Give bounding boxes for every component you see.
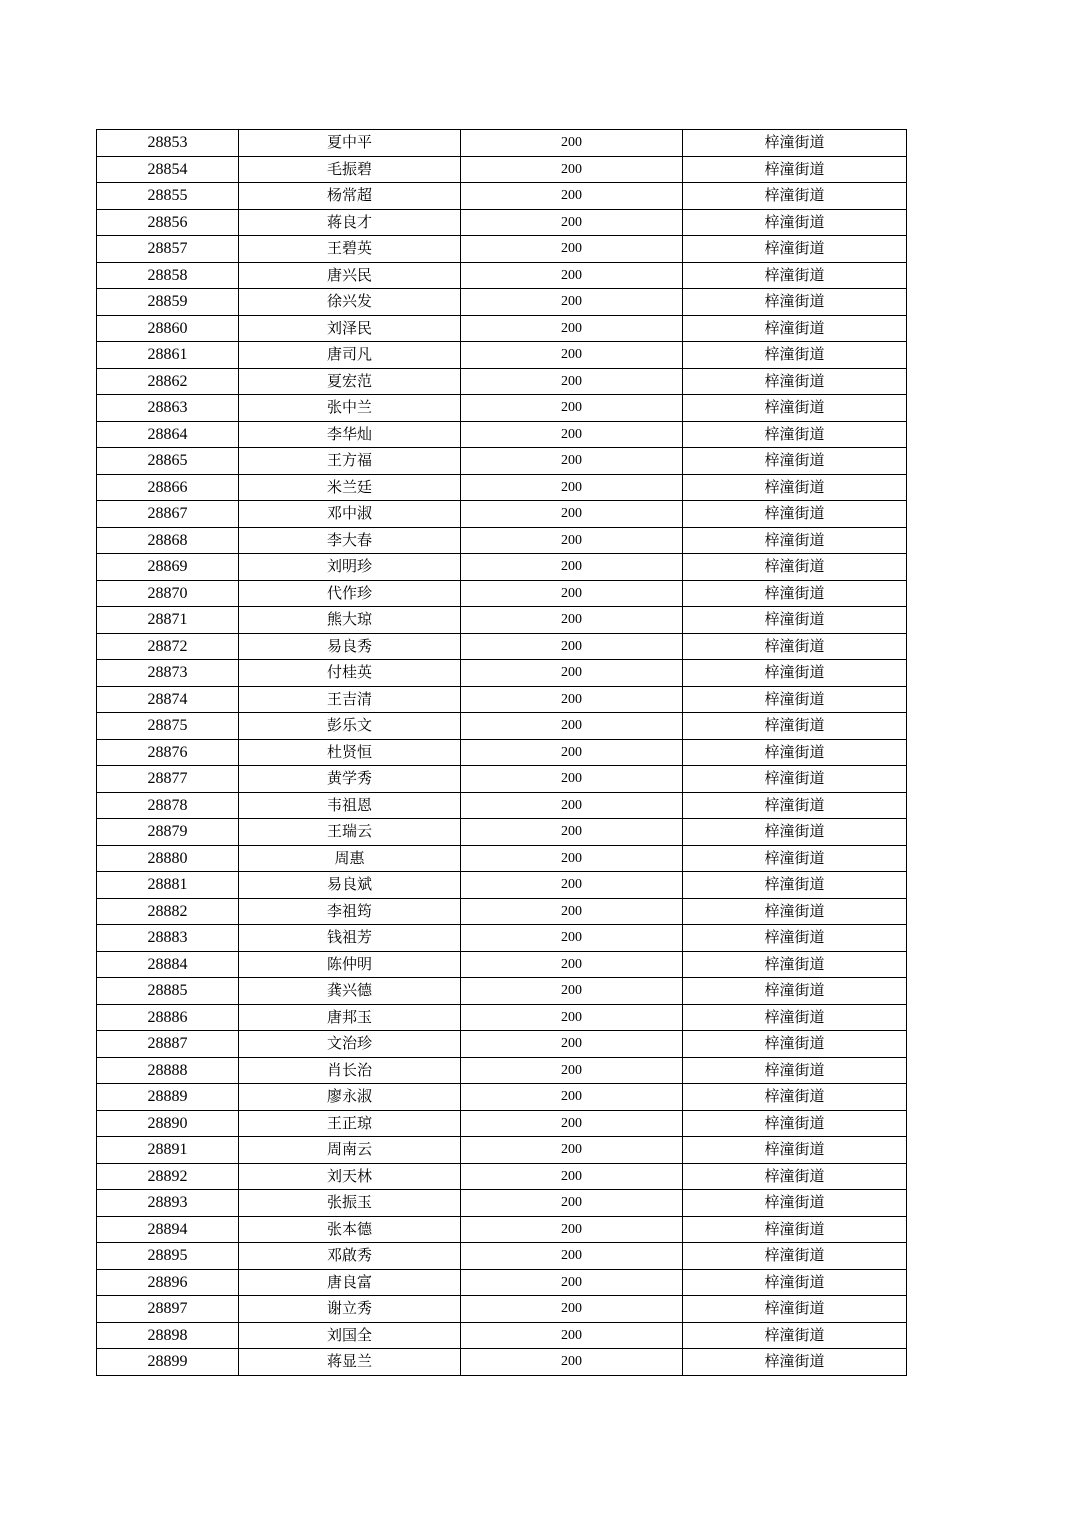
amount-cell: 200 — [461, 1216, 683, 1243]
street-cell: 梓潼街道 — [683, 660, 907, 687]
street-cell: 梓潼街道 — [683, 978, 907, 1005]
street-cell: 梓潼街道 — [683, 1163, 907, 1190]
street-cell: 梓潼街道 — [683, 156, 907, 183]
table-row — [97, 607, 907, 634]
name-cell: 唐邦玉 — [239, 1004, 461, 1031]
street-cell: 梓潼街道 — [683, 236, 907, 263]
serial-number-cell: 28888 — [97, 1057, 239, 1084]
amount-cell: 200 — [461, 289, 683, 316]
table-row — [97, 368, 907, 395]
amount-cell: 200 — [461, 474, 683, 501]
serial-number-cell: 28880 — [97, 845, 239, 872]
amount-cell: 200 — [461, 130, 683, 157]
name-cell: 夏中平 — [239, 130, 461, 157]
table-row — [97, 739, 907, 766]
table-row — [97, 633, 907, 660]
street-cell: 梓潼街道 — [683, 1243, 907, 1270]
amount-cell: 200 — [461, 898, 683, 925]
table-row — [97, 580, 907, 607]
table-row — [97, 501, 907, 528]
street-cell: 梓潼街道 — [683, 607, 907, 634]
table-row — [97, 1031, 907, 1058]
street-cell: 梓潼街道 — [683, 342, 907, 369]
name-cell: 唐司凡 — [239, 342, 461, 369]
name-cell: 邓中淑 — [239, 501, 461, 528]
amount-cell: 200 — [461, 607, 683, 634]
table-row — [97, 474, 907, 501]
amount-cell: 200 — [461, 739, 683, 766]
table-row — [97, 792, 907, 819]
name-cell: 王碧英 — [239, 236, 461, 263]
name-cell: 杨常超 — [239, 183, 461, 210]
table-row — [97, 554, 907, 581]
amount-cell: 200 — [461, 448, 683, 475]
amount-cell: 200 — [461, 1004, 683, 1031]
amount-cell: 200 — [461, 554, 683, 581]
amount-cell: 200 — [461, 421, 683, 448]
street-cell: 梓潼街道 — [683, 474, 907, 501]
serial-number-cell: 28889 — [97, 1084, 239, 1111]
amount-cell: 200 — [461, 236, 683, 263]
name-cell: 易良秀 — [239, 633, 461, 660]
amount-cell: 200 — [461, 1296, 683, 1323]
street-cell: 梓潼街道 — [683, 448, 907, 475]
amount-cell: 200 — [461, 978, 683, 1005]
serial-number-cell: 28892 — [97, 1163, 239, 1190]
amount-cell: 200 — [461, 1322, 683, 1349]
serial-number-cell: 28862 — [97, 368, 239, 395]
name-cell: 唐良富 — [239, 1269, 461, 1296]
amount-cell: 200 — [461, 1163, 683, 1190]
table-row — [97, 713, 907, 740]
amount-cell: 200 — [461, 951, 683, 978]
amount-cell: 200 — [461, 819, 683, 846]
name-cell: 王方福 — [239, 448, 461, 475]
amount-cell: 200 — [461, 342, 683, 369]
table-row — [97, 925, 907, 952]
amount-cell: 200 — [461, 1349, 683, 1376]
serial-number-cell: 28886 — [97, 1004, 239, 1031]
amount-cell: 200 — [461, 315, 683, 342]
name-cell: 韦祖恩 — [239, 792, 461, 819]
table-row — [97, 421, 907, 448]
serial-number-cell: 28858 — [97, 262, 239, 289]
name-cell: 陈仲明 — [239, 951, 461, 978]
street-cell: 梓潼街道 — [683, 289, 907, 316]
amount-cell: 200 — [461, 713, 683, 740]
serial-number-cell: 28879 — [97, 819, 239, 846]
street-cell: 梓潼街道 — [683, 1190, 907, 1217]
serial-number-cell: 28899 — [97, 1349, 239, 1376]
name-cell: 毛振碧 — [239, 156, 461, 183]
serial-number-cell: 28869 — [97, 554, 239, 581]
name-cell: 徐兴发 — [239, 289, 461, 316]
name-cell: 刘国全 — [239, 1322, 461, 1349]
name-cell: 钱祖芳 — [239, 925, 461, 952]
amount-cell: 200 — [461, 527, 683, 554]
serial-number-cell: 28868 — [97, 527, 239, 554]
serial-number-cell: 28856 — [97, 209, 239, 236]
street-cell: 梓潼街道 — [683, 1216, 907, 1243]
table-row — [97, 978, 907, 1005]
serial-number-cell: 28878 — [97, 792, 239, 819]
name-cell: 易良斌 — [239, 872, 461, 899]
serial-number-cell: 28893 — [97, 1190, 239, 1217]
table-row — [97, 1296, 907, 1323]
name-cell: 文治珍 — [239, 1031, 461, 1058]
table-row — [97, 872, 907, 899]
name-cell: 刘天林 — [239, 1163, 461, 1190]
name-cell: 王吉清 — [239, 686, 461, 713]
amount-cell: 200 — [461, 1190, 683, 1217]
street-cell: 梓潼街道 — [683, 527, 907, 554]
name-cell: 刘泽民 — [239, 315, 461, 342]
table-row — [97, 262, 907, 289]
street-cell: 梓潼街道 — [683, 209, 907, 236]
name-cell: 龚兴德 — [239, 978, 461, 1005]
serial-number-cell: 28875 — [97, 713, 239, 740]
table-row — [97, 1190, 907, 1217]
street-cell: 梓潼街道 — [683, 898, 907, 925]
name-cell: 唐兴民 — [239, 262, 461, 289]
table-row — [97, 1004, 907, 1031]
street-cell: 梓潼街道 — [683, 1004, 907, 1031]
name-cell: 肖长治 — [239, 1057, 461, 1084]
name-cell: 张本德 — [239, 1216, 461, 1243]
serial-number-cell: 28857 — [97, 236, 239, 263]
street-cell: 梓潼街道 — [683, 1110, 907, 1137]
table-row — [97, 766, 907, 793]
table-row — [97, 1110, 907, 1137]
name-cell: 李祖筠 — [239, 898, 461, 925]
roster-table-body — [97, 130, 907, 1376]
street-cell: 梓潼街道 — [683, 739, 907, 766]
table-row — [97, 819, 907, 846]
street-cell: 梓潼街道 — [683, 262, 907, 289]
serial-number-cell: 28882 — [97, 898, 239, 925]
serial-number-cell: 28867 — [97, 501, 239, 528]
table-row — [97, 898, 907, 925]
amount-cell: 200 — [461, 1269, 683, 1296]
amount-cell: 200 — [461, 872, 683, 899]
name-cell: 蒋良才 — [239, 209, 461, 236]
street-cell: 梓潼街道 — [683, 925, 907, 952]
amount-cell: 200 — [461, 156, 683, 183]
street-cell: 梓潼街道 — [683, 368, 907, 395]
serial-number-cell: 28861 — [97, 342, 239, 369]
serial-number-cell: 28854 — [97, 156, 239, 183]
name-cell: 米兰廷 — [239, 474, 461, 501]
name-cell: 黄学秀 — [239, 766, 461, 793]
table-row — [97, 1269, 907, 1296]
table-row — [97, 315, 907, 342]
amount-cell: 200 — [461, 633, 683, 660]
table-row — [97, 395, 907, 422]
amount-cell: 200 — [461, 845, 683, 872]
amount-cell: 200 — [461, 368, 683, 395]
street-cell: 梓潼街道 — [683, 395, 907, 422]
street-cell: 梓潼街道 — [683, 554, 907, 581]
street-cell: 梓潼街道 — [683, 845, 907, 872]
name-cell: 刘明珍 — [239, 554, 461, 581]
table-row — [97, 951, 907, 978]
serial-number-cell: 28891 — [97, 1137, 239, 1164]
name-cell: 廖永淑 — [239, 1084, 461, 1111]
amount-cell: 200 — [461, 1057, 683, 1084]
amount-cell: 200 — [461, 1110, 683, 1137]
serial-number-cell: 28860 — [97, 315, 239, 342]
street-cell: 梓潼街道 — [683, 951, 907, 978]
amount-cell: 200 — [461, 183, 683, 210]
serial-number-cell: 28864 — [97, 421, 239, 448]
table-row — [97, 209, 907, 236]
street-cell: 梓潼街道 — [683, 686, 907, 713]
table-row — [97, 236, 907, 263]
street-cell: 梓潼街道 — [683, 792, 907, 819]
table-row — [97, 156, 907, 183]
serial-number-cell: 28890 — [97, 1110, 239, 1137]
table-row — [97, 1349, 907, 1376]
amount-cell: 200 — [461, 660, 683, 687]
street-cell: 梓潼街道 — [683, 501, 907, 528]
name-cell: 王瑞云 — [239, 819, 461, 846]
name-cell: 周惠 — [239, 845, 461, 872]
table-row — [97, 130, 907, 157]
street-cell: 梓潼街道 — [683, 1322, 907, 1349]
table-row — [97, 686, 907, 713]
table-row — [97, 289, 907, 316]
street-cell: 梓潼街道 — [683, 872, 907, 899]
serial-number-cell: 28898 — [97, 1322, 239, 1349]
street-cell: 梓潼街道 — [683, 1137, 907, 1164]
serial-number-cell: 28877 — [97, 766, 239, 793]
amount-cell: 200 — [461, 792, 683, 819]
street-cell: 梓潼街道 — [683, 1084, 907, 1111]
roster-table — [96, 129, 907, 1376]
amount-cell: 200 — [461, 1084, 683, 1111]
serial-number-cell: 28895 — [97, 1243, 239, 1270]
table-row — [97, 1322, 907, 1349]
table-row — [97, 1243, 907, 1270]
name-cell: 周南云 — [239, 1137, 461, 1164]
serial-number-cell: 28871 — [97, 607, 239, 634]
name-cell: 张振玉 — [239, 1190, 461, 1217]
street-cell: 梓潼街道 — [683, 713, 907, 740]
amount-cell: 200 — [461, 1137, 683, 1164]
name-cell: 代作珍 — [239, 580, 461, 607]
street-cell: 梓潼街道 — [683, 633, 907, 660]
serial-number-cell: 28894 — [97, 1216, 239, 1243]
serial-number-cell: 28885 — [97, 978, 239, 1005]
table-row — [97, 1057, 907, 1084]
serial-number-cell: 28870 — [97, 580, 239, 607]
street-cell: 梓潼街道 — [683, 580, 907, 607]
table-row — [97, 1137, 907, 1164]
name-cell: 熊大琼 — [239, 607, 461, 634]
street-cell: 梓潼街道 — [683, 819, 907, 846]
street-cell: 梓潼街道 — [683, 183, 907, 210]
amount-cell: 200 — [461, 1031, 683, 1058]
serial-number-cell: 28897 — [97, 1296, 239, 1323]
name-cell: 夏宏范 — [239, 368, 461, 395]
serial-number-cell: 28884 — [97, 951, 239, 978]
street-cell: 梓潼街道 — [683, 1031, 907, 1058]
serial-number-cell: 28896 — [97, 1269, 239, 1296]
serial-number-cell: 28853 — [97, 130, 239, 157]
name-cell: 蒋显兰 — [239, 1349, 461, 1376]
street-cell: 梓潼街道 — [683, 421, 907, 448]
amount-cell: 200 — [461, 395, 683, 422]
name-cell: 邓啟秀 — [239, 1243, 461, 1270]
street-cell: 梓潼街道 — [683, 315, 907, 342]
serial-number-cell: 28866 — [97, 474, 239, 501]
street-cell: 梓潼街道 — [683, 1349, 907, 1376]
name-cell: 彭乐文 — [239, 713, 461, 740]
amount-cell: 200 — [461, 580, 683, 607]
serial-number-cell: 28865 — [97, 448, 239, 475]
name-cell: 谢立秀 — [239, 1296, 461, 1323]
amount-cell: 200 — [461, 925, 683, 952]
serial-number-cell: 28859 — [97, 289, 239, 316]
serial-number-cell: 28863 — [97, 395, 239, 422]
street-cell: 梓潼街道 — [683, 1057, 907, 1084]
table-row — [97, 845, 907, 872]
name-cell: 张中兰 — [239, 395, 461, 422]
serial-number-cell: 28881 — [97, 872, 239, 899]
table-row — [97, 527, 907, 554]
serial-number-cell: 28876 — [97, 739, 239, 766]
name-cell: 付桂英 — [239, 660, 461, 687]
street-cell: 梓潼街道 — [683, 766, 907, 793]
amount-cell: 200 — [461, 766, 683, 793]
table-row — [97, 342, 907, 369]
street-cell: 梓潼街道 — [683, 1296, 907, 1323]
name-cell: 杜贤恒 — [239, 739, 461, 766]
name-cell: 王正琼 — [239, 1110, 461, 1137]
serial-number-cell: 28855 — [97, 183, 239, 210]
table-row — [97, 448, 907, 475]
table-row — [97, 660, 907, 687]
table-row — [97, 1216, 907, 1243]
serial-number-cell: 28872 — [97, 633, 239, 660]
amount-cell: 200 — [461, 262, 683, 289]
table-row — [97, 1084, 907, 1111]
name-cell: 李大春 — [239, 527, 461, 554]
amount-cell: 200 — [461, 501, 683, 528]
street-cell: 梓潼街道 — [683, 130, 907, 157]
table-row — [97, 1163, 907, 1190]
serial-number-cell: 28874 — [97, 686, 239, 713]
amount-cell: 200 — [461, 686, 683, 713]
amount-cell: 200 — [461, 1243, 683, 1270]
street-cell: 梓潼街道 — [683, 1269, 907, 1296]
amount-cell: 200 — [461, 209, 683, 236]
serial-number-cell: 28873 — [97, 660, 239, 687]
table-row — [97, 183, 907, 210]
name-cell: 李华灿 — [239, 421, 461, 448]
serial-number-cell: 28883 — [97, 925, 239, 952]
serial-number-cell: 28887 — [97, 1031, 239, 1058]
